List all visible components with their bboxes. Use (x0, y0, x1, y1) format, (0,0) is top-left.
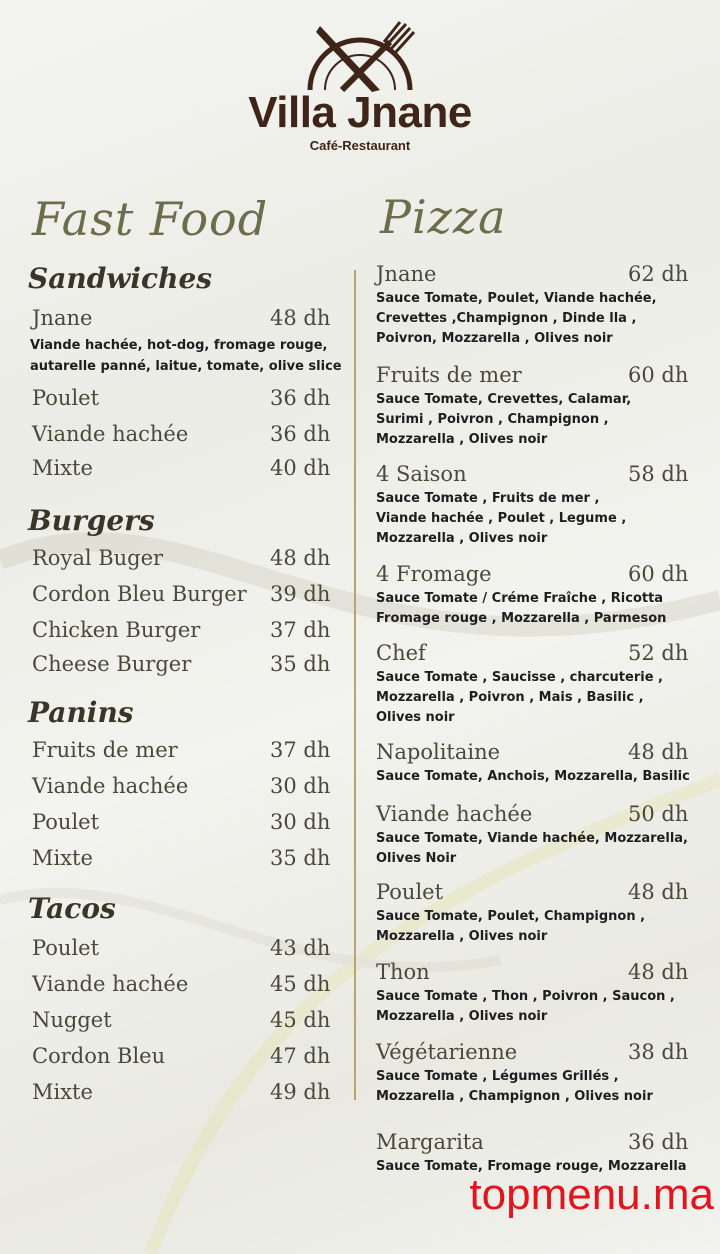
logo (0, 20, 720, 96)
pizza-description: Sauce Tomate , Thon , Poivron , Saucon , (376, 989, 675, 1004)
section-title: Sandwiches (28, 262, 213, 295)
pizza-price: 62 dh (628, 262, 689, 286)
pizza-description: Sauce Tomate, Fromage rouge, Mozzarella (376, 1159, 687, 1174)
pizza-description: Mozzarella , Olives noir (376, 432, 548, 447)
pizza-description: Sauce Tomate, Crevettes, Calamar, (376, 392, 632, 407)
pizza-description: Sauce Tomate / Créme Fraîche , Ricotta (376, 591, 664, 606)
pizza-description: Mozzarella , Olives noir (376, 1009, 548, 1024)
menu-item-price: 49 dh (270, 1080, 331, 1104)
menu-item-name: Mixte (32, 456, 93, 480)
pizza-description: Sauce Tomate, Anchois, Mozzarella, Basilic (376, 769, 690, 784)
menu-item-name: Poulet (32, 936, 100, 960)
pizza-price: 36 dh (628, 1130, 689, 1154)
menu-item-name: Viande hachée (32, 972, 189, 996)
pizza-price: 48 dh (628, 740, 689, 764)
pizza-name: Fruits de mer (376, 363, 522, 387)
pizza-description: Sauce Tomate, Viande hachée, Mozzarella, (376, 831, 688, 846)
menu-item-name: Cheese Burger (32, 652, 192, 676)
pizza-description: Mozzarella , Olives noir (376, 531, 548, 546)
menu-item-name: Mixte (32, 846, 93, 870)
menu-item-price: 39 dh (270, 582, 331, 606)
brand-name: Villa Jnane (248, 88, 472, 137)
menu-item-price: 47 dh (270, 1044, 331, 1068)
menu-item-name: Mixte (32, 1080, 93, 1104)
pizza-price: 58 dh (628, 462, 689, 486)
menu-item-name: Viande hachée (32, 422, 189, 446)
pizza-description: Olives Noir (376, 851, 457, 866)
pizza-name: Thon (376, 960, 430, 984)
pizza-description: Sauce Tomate, Poulet, Champignon , (376, 909, 646, 924)
menu-item-name: Cordon Bleu (32, 1044, 166, 1068)
menu-item-price: 37 dh (270, 618, 331, 642)
section-title: Burgers (28, 504, 155, 537)
pizza-description: Crevettes ,Champignon , Dinde lla , (376, 311, 637, 326)
pizza-description: Viande hachée , Poulet , Legume , (376, 511, 627, 526)
menu-item-name: Poulet (32, 810, 100, 834)
menu-item-price: 37 dh (270, 738, 331, 762)
pizza-description: Mozzarella , Champignon , Olives noir (376, 1089, 653, 1104)
menu-item-price: 35 dh (270, 846, 331, 870)
menu-item-price: 43 dh (270, 936, 331, 960)
brand-subtitle: Café-Restaurant (309, 138, 411, 153)
menu-item-price: 40 dh (270, 456, 331, 480)
section-title: Tacos (28, 892, 116, 925)
menu-item-name: Cordon Bleu Burger (32, 582, 247, 606)
pizza-name: Jnane (376, 262, 437, 286)
fast-food-title: Fast Food (32, 192, 269, 246)
pizza-name: Végétarienne (376, 1040, 518, 1064)
menu-item-price: 45 dh (270, 1008, 331, 1032)
menu-item-price: 48 dh (270, 306, 331, 330)
knife-fork-plate-icon (280, 20, 440, 92)
menu-item-description: autarelle panné, laitue, tomate, olive slice (30, 359, 342, 374)
pizza-price: 52 dh (628, 641, 689, 665)
menu-item-description: Viande hachée, hot-dog, fromage rouge, (30, 338, 328, 353)
menu-item-name: Viande hachée (32, 774, 189, 798)
watermark: topmenu.ma (469, 1170, 714, 1219)
pizza-price: 50 dh (628, 802, 689, 826)
pizza-description: Fromage rouge , Mozzarella , Parmeson (376, 611, 667, 626)
menu-item-price: 30 dh (270, 810, 331, 834)
menu-item-name: Jnane (32, 306, 93, 330)
pizza-name: Viande hachée (376, 802, 533, 826)
menu-item-price: 48 dh (270, 546, 331, 570)
column-divider (354, 270, 356, 1100)
section-title: Panins (28, 696, 134, 729)
pizza-description: Sauce Tomate , Saucisse , charcuterie , (376, 670, 663, 685)
pizza-name: Napolitaine (376, 740, 501, 764)
menu-item-name: Fruits de mer (32, 738, 178, 762)
pizza-description: Sauce Tomate, Poulet, Viande hachée, (376, 291, 657, 306)
pizza-price: 60 dh (628, 562, 689, 586)
menu-item-name: Poulet (32, 386, 100, 410)
pizza-description: Mozzarella , Olives noir (376, 929, 548, 944)
menu-item-name: Royal Buger (32, 546, 164, 570)
pizza-description: Olives noir (376, 710, 455, 725)
menu-item-name: Chicken Burger (32, 618, 201, 642)
pizza-description: Mozzarella , Poivron , Mais , Basilic , (376, 690, 644, 705)
pizza-price: 48 dh (628, 880, 689, 904)
pizza-name: Margarita (376, 1130, 484, 1154)
pizza-name: 4 Fromage (376, 562, 492, 586)
menu-item-name: Nugget (32, 1008, 112, 1032)
pizza-name: Chef (376, 641, 426, 665)
pizza-price: 60 dh (628, 363, 689, 387)
menu-item-price: 36 dh (270, 386, 331, 410)
pizza-name: 4 Saison (376, 462, 467, 486)
menu-item-price: 36 dh (270, 422, 331, 446)
pizza-title: Pizza (380, 190, 507, 244)
pizza-description: Poivron, Mozzarella , Olives noir (376, 331, 613, 346)
menu-item-price: 45 dh (270, 972, 331, 996)
pizza-description: Surimi , Poivron , Champignon , (376, 412, 609, 427)
menu-item-price: 35 dh (270, 652, 331, 676)
pizza-name: Poulet (376, 880, 444, 904)
menu-item-price: 30 dh (270, 774, 331, 798)
pizza-price: 38 dh (628, 1040, 689, 1064)
pizza-description: Sauce Tomate , Légumes Grillés , (376, 1069, 619, 1084)
pizza-description: Sauce Tomate , Fruits de mer , (376, 491, 600, 506)
pizza-price: 48 dh (628, 960, 689, 984)
